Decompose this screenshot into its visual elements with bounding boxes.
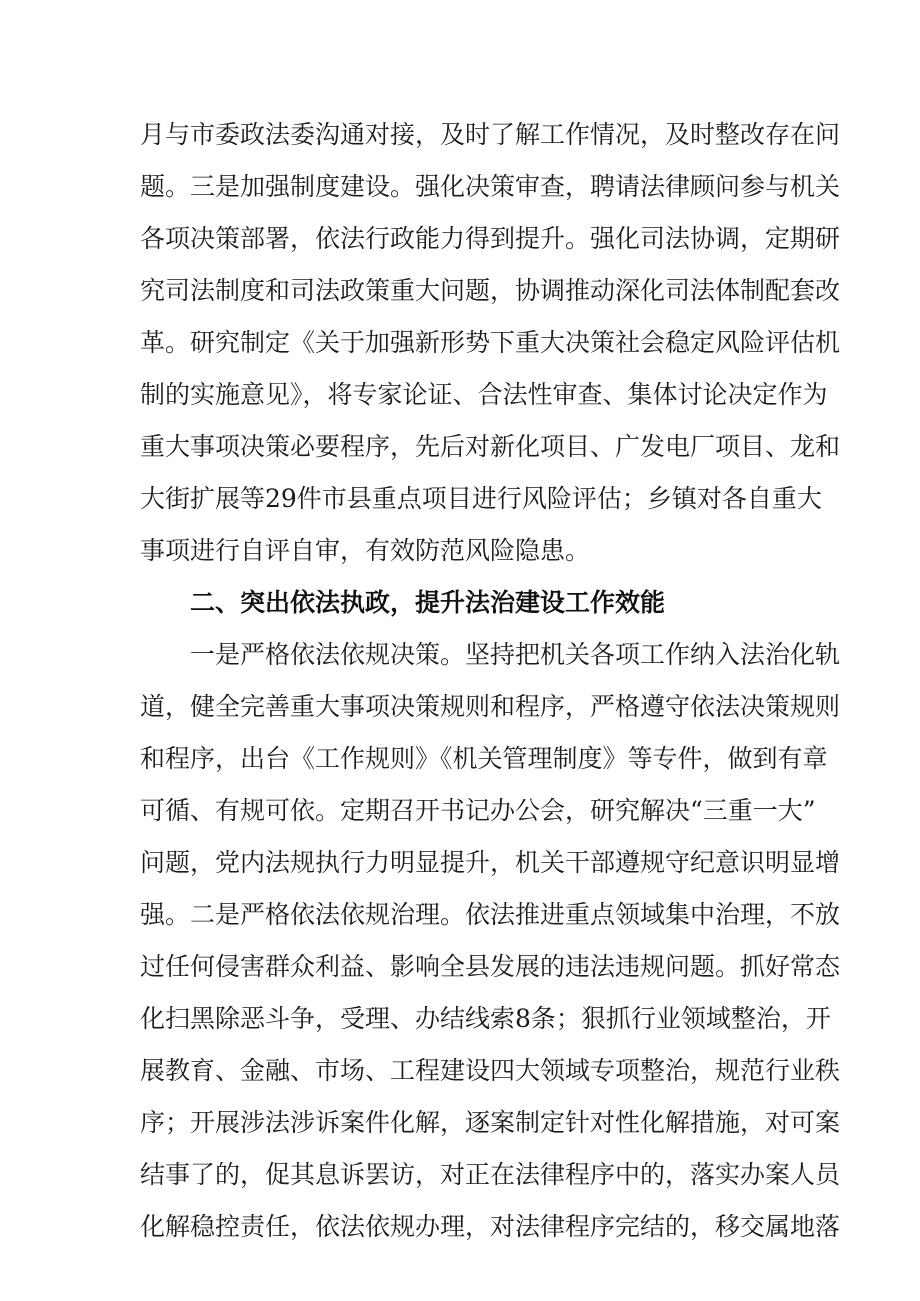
- paragraph-line: 究司法制度和司法政策重大问题，协调推动深化司法体制配套改: [140, 276, 841, 305]
- paragraph-line: 过任何侵害群众利益、影响全县发展的违法违规问题。抓好常态: [140, 952, 841, 981]
- paragraph-line: 题。三是加强制度建设。强化决策审查，聘请法律顾问参与机关: [140, 172, 841, 201]
- section-heading: 二、突出依法执政，提升法治建设工作效能: [190, 588, 666, 617]
- paragraph-line: 序；开展涉法涉诉案件化解，逐案制定针对性化解措施，对可案: [140, 1108, 841, 1137]
- paragraph-line: 制的实施意见》，将专家论证、合法性审查、集体讨论决定作为: [140, 380, 828, 409]
- paragraph-line: 一是严格依法依规决策。坚持把机关各项工作纳入法治化轨: [190, 640, 841, 669]
- paragraph-line: 可循、有规可依。定期召开书记办公会，研究解决“三重一大”: [140, 796, 816, 825]
- paragraph-line: 道，健全完善重大事项决策规则和程序，严格遵守依法决策规则: [140, 692, 841, 721]
- paragraph-line: 大街扩展等29件市县重点项目进行风险评估；乡镇对各自重大: [140, 484, 822, 513]
- paragraph-line: 强。二是严格依法依规治理。依法推进重点领域集中治理，不放: [140, 900, 841, 929]
- paragraph-line: 事项进行自评自审，有效防范风险隐患。: [140, 536, 591, 565]
- paragraph-line: 重大事项决策必要程序，先后对新化项目、广发电厂项目、龙和: [140, 432, 841, 461]
- paragraph-line: 问题，党内法规执行力明显提升，机关干部遵规守纪意识明显增: [140, 848, 841, 877]
- paragraph-line: 展教育、金融、市场、工程建设四大领域专项整治，规范行业秩: [140, 1056, 841, 1085]
- paragraph-line: 和程序，出台《工作规则》《机关管理制度》等专件，做到有章: [140, 744, 828, 773]
- paragraph-line: 化解稳控责任，依法依规办理，对法律程序完结的，移交属地落: [140, 1212, 841, 1241]
- paragraph-line: 结事了的，促其息诉罢访，对正在法律程序中的，落实办案人员: [140, 1160, 841, 1189]
- paragraph-line: 化扫黑除恶斗争，受理、办结线索8条；狠抓行业领域整治，开: [140, 1004, 831, 1033]
- paragraph-line: 革。研究制定《关于加强新形势下重大决策社会稳定风险评估机: [140, 328, 841, 357]
- paragraph-line: 月与市委政法委沟通对接，及时了解工作情况，及时整改存在问: [140, 120, 841, 149]
- paragraph-line: 各项决策部署，依法行政能力得到提升。强化司法协调，定期研: [140, 224, 841, 253]
